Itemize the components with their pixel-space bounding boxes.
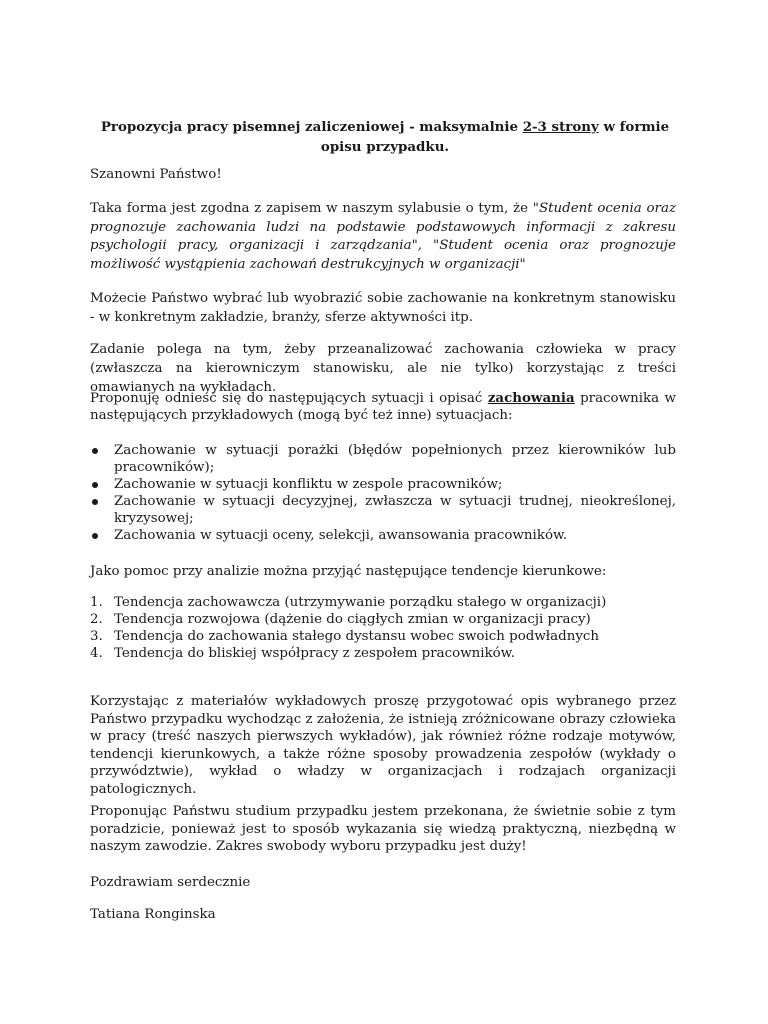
paragraph-syllabus — [90, 200, 676, 275]
title-underlined-text: 2-3 strony — [522, 119, 599, 135]
title-text-end: w formie opisu przypadku. — [320, 119, 670, 155]
paragraph-task: Zadanie polega na tym, żeby przeanalizować zachowania człowieka w pracy (zwłaszcza na kierowniczym stanowisku, ale nie tylko) korzystając z treści omawianych na wykładach. — [90, 342, 676, 395]
list-item: Zachowanie w sytuacji decyzyjnej, zwłaszcza w sytuacji trudnej, nieokreślonej, kryzysowej; — [90, 493, 676, 527]
list-item-text: Tendencja rozwojowa (dążenie do ciągłych zmian w organizacji pracy) — [114, 612, 591, 627]
paragraph-materials: Korzystając z materiałów wykładowych proszę przygotować opis wybranego przez Państwo przypadku wychodząc z założenia, że istnieją zróżnicowane obrazy człowieka w pracy (treść naszych pierwszych wykładów), jak również różne rodzaje motywów, tendencji kierunkowych, a także różne sposoby prowadzenia zespołów (wykłady o przywództwie), wykład o władzy w organizacjach i rodzajach organizacji patologicznych. — [90, 694, 676, 797]
list-item — [90, 645, 676, 662]
list-item: Zachowanie w sytuacji konfliktu w zespole pracowników; — [90, 476, 676, 493]
greeting: Szanowni Państwo! — [90, 167, 222, 182]
list-item: Zachowania w sytuacji oceny, selekcji, awansowania pracowników. — [90, 527, 676, 544]
list-item-text: Tendencja do zachowania stałego dystansu wobec swoich podwładnych — [114, 629, 600, 644]
document-title — [90, 117, 680, 157]
list-number: 2. — [90, 612, 103, 627]
closing: Pozdrawiam serdecznie — [90, 875, 251, 890]
situations-list — [90, 442, 676, 544]
list-item — [90, 594, 676, 611]
situations-intro-text-end: pracownika w następujących przykładowych (mogą być też inne) sytuacjach: — [90, 391, 676, 423]
title-text: Propozycja pracy pisemnej zaliczeniowej - maksymalnie — [100, 119, 523, 135]
syllabus-quote: Student ocenia oraz prognozuje zachowania ludzi na podstawie podstawowych informacji z zakresu psychologii pracy, organizacji i zarządzania", "Student ocenia oraz prognozuje możliwość wystąpienia zachowań destrukcyjnych w organizacji" — [90, 201, 676, 273]
paragraph-situations-intro — [90, 390, 676, 424]
list-item-text: Tendencja zachowawcza (utrzymywanie porządku stałego w organizacji) — [114, 595, 607, 610]
tendencies-list — [90, 594, 676, 662]
situations-intro-text: Proponuję odnieść się do następujących sytuacji i opisać — [90, 391, 488, 406]
list-number: 4. — [90, 646, 103, 661]
paragraph-tendencies-intro: Jako pomoc przy analizie można przyjąć następujące tendencje kierunkowe: — [90, 564, 607, 579]
list-item — [90, 611, 676, 628]
situations-intro-bold: zachowania — [487, 390, 575, 406]
list-item-text: Tendencja do bliskiej współpracy z zespołem pracowników. — [114, 646, 515, 661]
paragraph-syllabus-text: Taka forma jest zgodna z zapisem w naszym sylabusie o tym, że " — [90, 201, 539, 216]
list-item: Zachowanie w sytuacji porażki (błędów popełnionych przez kierowników lub pracowników); — [90, 442, 676, 476]
list-item — [90, 628, 676, 645]
list-number: 3. — [90, 629, 103, 644]
signature: Tatiana Ronginska — [90, 907, 216, 922]
list-number: 1. — [90, 595, 103, 610]
paragraph-proposal: Proponując Państwu studium przypadku jestem przekonana, że świetnie sobie z tym poradzicie, ponieważ jest to sposób wykazania się wiedzą praktyczną, niezbędną w naszym zawodzie. Zakres swobody wyboru przypadku jest duży! — [90, 804, 676, 854]
paragraph-choice: Możecie Państwo wybrać lub wyobrazić sobie zachowanie na konkretnym stanowisku - w konkretnym zakładzie, branży, sferze aktywności itp. — [90, 291, 676, 325]
